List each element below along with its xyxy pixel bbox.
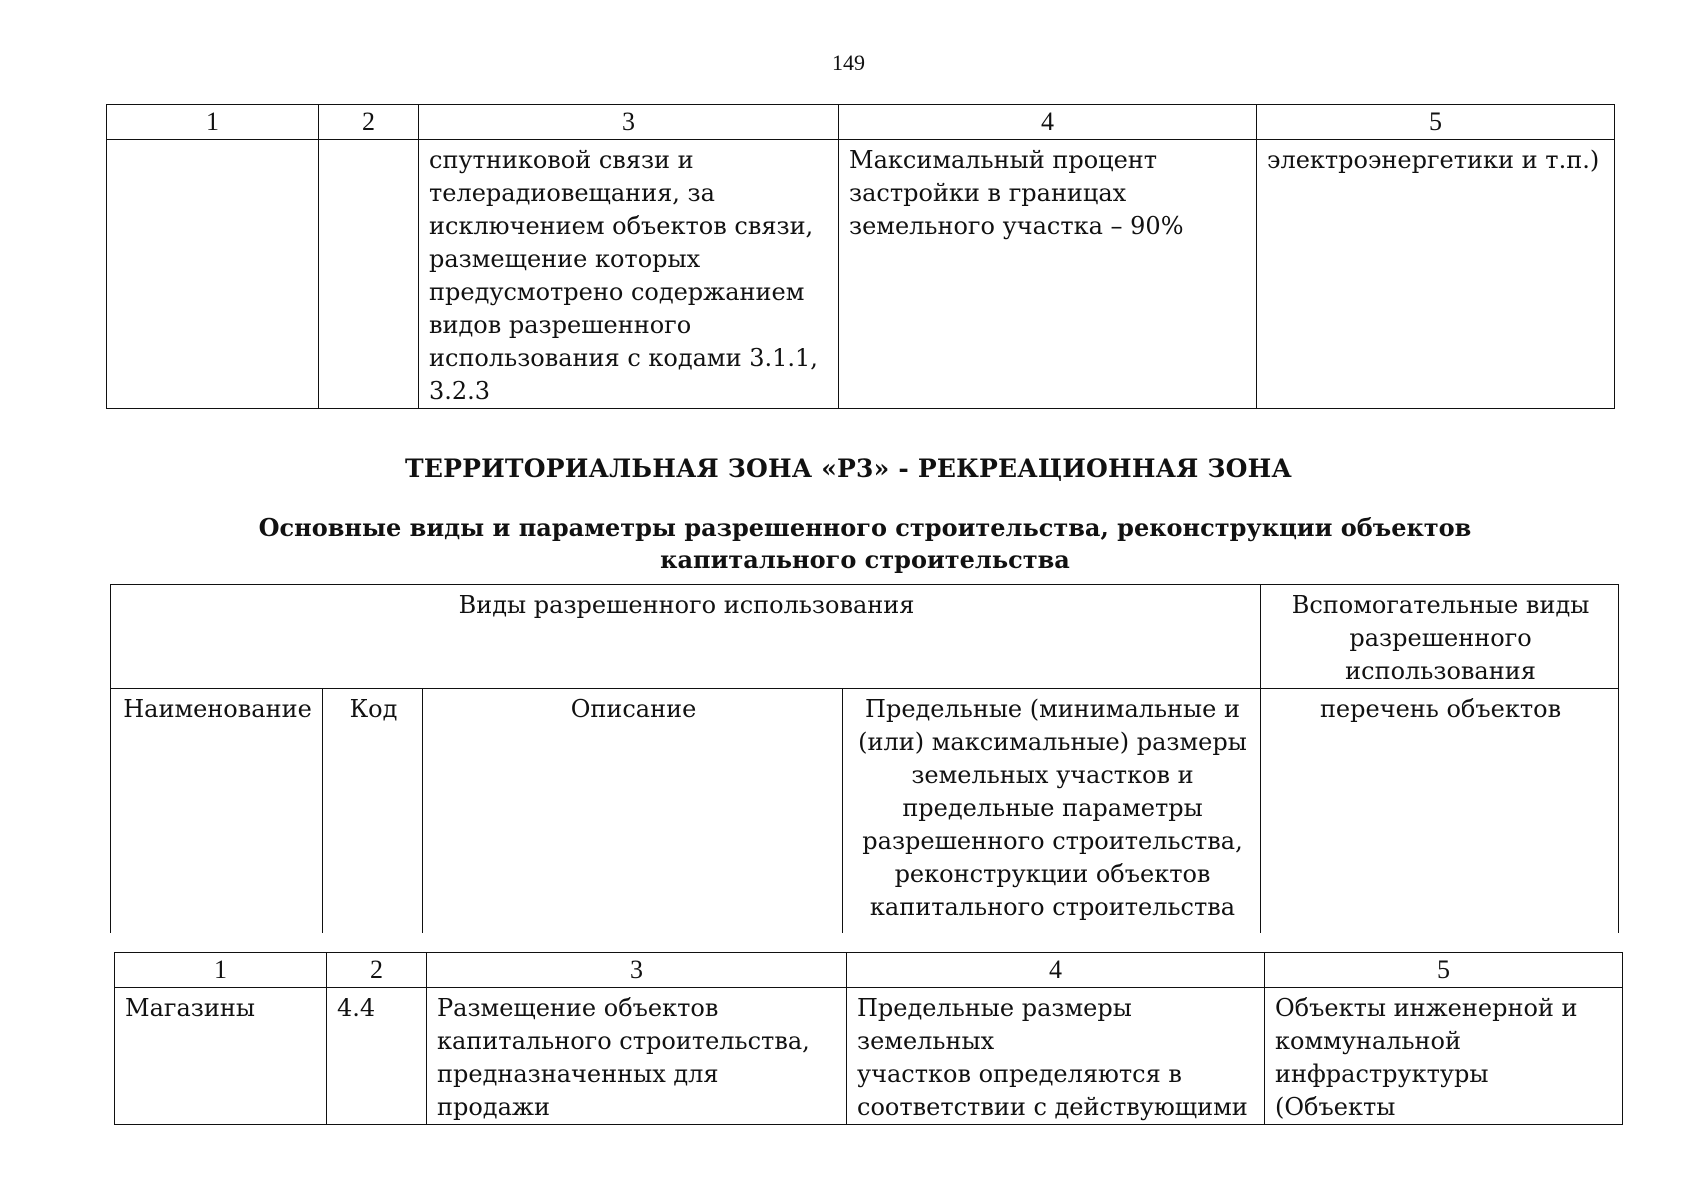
column-header-row — [111, 689, 1619, 934]
code-cell — [319, 140, 419, 409]
name-cell: Магазины — [115, 988, 327, 1125]
description-cell: спутниковой связи и телерадиовещания, за исключением объектов связи, размещение которых предусмотрено содержанием видов разрешенного использования с кодами 3.1.1, 3.2.3 — [419, 140, 839, 409]
parameters-column-header: Предельные (минимальные и (или) максимальные) размеры земельных участков и предельные параметры разрешенного строительства, реконструкции объектов капитального строительства — [843, 689, 1261, 934]
parameters-cell: Предельные размеры земельных участков определяются в соответствии с действующими — [847, 988, 1265, 1125]
description-cell: Размещение объектов капитального строительства, предназначенных для продажи — [427, 988, 847, 1125]
table-row — [115, 988, 1623, 1125]
code-cell: 4.4 — [327, 988, 427, 1125]
col-number-3: 3 — [419, 105, 839, 140]
auxiliary-uses-header: Вспомогательные виды разрешенного использования — [1261, 585, 1619, 689]
auxiliary-cell: электроэнергетики и т.п.) — [1257, 140, 1615, 409]
col-number-1: 1 — [107, 105, 319, 140]
parameters-cell: Максимальный процент застройки в границах земельного участка – 90% — [839, 140, 1257, 409]
column-number-row — [115, 953, 1623, 988]
section-subtitle: Основные виды и параметры разрешенного строительства, реконструкции объектов капитального строительства — [258, 513, 1472, 574]
col-number-2: 2 — [327, 953, 427, 988]
permitted-uses-header: Виды разрешенного использования — [111, 585, 1261, 689]
col-number-4: 4 — [839, 105, 1257, 140]
name-cell — [107, 140, 319, 409]
table-row — [107, 140, 1615, 409]
objects-list-column-header: перечень объектов — [1261, 689, 1619, 934]
auxiliary-cell: Объекты инженерной и коммунальной инфраструктуры (Объекты — [1265, 988, 1623, 1125]
name-column-header: Наименование — [111, 689, 323, 934]
description-column-header: Описание — [423, 689, 843, 934]
group-header-row — [111, 585, 1619, 689]
col-number-5: 5 — [1257, 105, 1615, 140]
zone-title: ТЕРРИТОРИАЛЬНАЯ ЗОНА «Р3» - РЕКРЕАЦИОННАЯ ЗОНА — [405, 454, 1292, 483]
continuation-table — [106, 104, 1615, 409]
column-number-row — [107, 105, 1615, 140]
col-number-3: 3 — [427, 953, 847, 988]
col-number-4: 4 — [847, 953, 1265, 988]
col-number-5: 5 — [1265, 953, 1623, 988]
page-number: 149 — [832, 50, 865, 75]
col-number-2: 2 — [319, 105, 419, 140]
code-column-header: Код — [323, 689, 423, 934]
header-table — [110, 584, 1619, 933]
col-number-1: 1 — [115, 953, 327, 988]
zone-uses-table — [114, 952, 1623, 1125]
